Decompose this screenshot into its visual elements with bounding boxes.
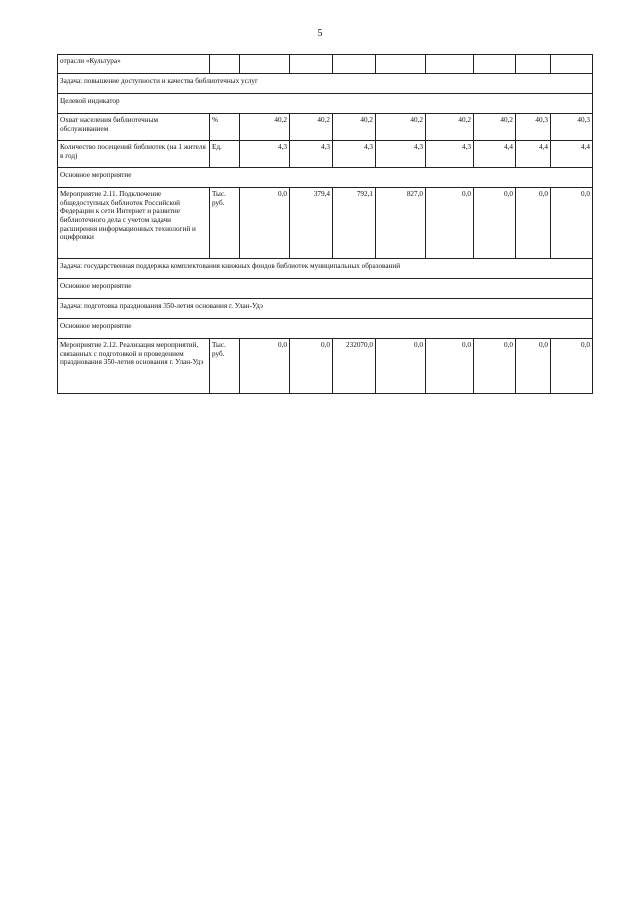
table-row [58, 94, 593, 114]
value-cell: 0,0 [516, 339, 551, 394]
value-cell: 40,2 [240, 114, 290, 141]
main-event-heading: Основное мероприятие [58, 279, 593, 299]
event-name: Мероприятие 2.11. Подключение общедоступных библиотек Российской Федерации к сети Интернет и развитие библиотечного дела с учетом задачи расширения информационных технологий и оцифровки [58, 188, 210, 259]
value-cell: 40,2 [290, 114, 333, 141]
value-cell: 40,2 [376, 114, 426, 141]
task-heading: Задача: подготовка празднования 350-летия основания г. Улан-Удэ [58, 299, 593, 319]
value-cell: 4,3 [376, 141, 426, 168]
value-cell: 4,3 [290, 141, 333, 168]
target-indicator-heading: Целевой индикатор [58, 94, 593, 114]
value-cell: 232070,0 [333, 339, 376, 394]
unit-cell: Ед. [210, 141, 240, 168]
value-cell: 40,2 [426, 114, 474, 141]
value-cell: 40,3 [551, 114, 593, 141]
value-cell: 792,1 [333, 188, 376, 259]
table-row [58, 188, 593, 259]
table-row [58, 259, 593, 279]
event-name: Мероприятие 2.12. Реализация мероприятий, связанных с подготовкой и проведением празднования 350-летия основания г. Улан-Удэ [58, 339, 210, 394]
value-cell: 0,0 [240, 188, 290, 259]
value-cell: 4,3 [240, 141, 290, 168]
table-row [58, 299, 593, 319]
value-cell: 0,0 [426, 339, 474, 394]
table-row [58, 55, 593, 74]
value-cell: 4,4 [474, 141, 516, 168]
indicator-name: Охват населения библиотечным обслуживанием [58, 114, 210, 141]
task-heading: Задача: государственная поддержка комплектования книжных фондов библиотек муниципальных образований [58, 259, 593, 279]
indicator-name: Количество посещений библиотек (на 1 жителя в год) [58, 141, 210, 168]
main-event-heading: Основное мероприятие [58, 319, 593, 339]
value-cell: 0,0 [516, 188, 551, 259]
table-row [58, 339, 593, 394]
value-cell: 4,3 [333, 141, 376, 168]
table-row [58, 319, 593, 339]
page-number: 5 [317, 28, 323, 39]
value-cell: 0,0 [240, 339, 290, 394]
table-row [58, 114, 593, 141]
row-label: отрасли «Культура» [58, 55, 210, 74]
table-row [58, 168, 593, 188]
value-cell: 4,4 [516, 141, 551, 168]
value-cell: 0,0 [474, 188, 516, 259]
value-cell: 379,4 [290, 188, 333, 259]
value-cell: 0,0 [551, 339, 593, 394]
unit-cell: Тыс. руб. [210, 188, 240, 259]
value-cell: 40,2 [333, 114, 376, 141]
table-row [58, 279, 593, 299]
program-table [57, 54, 593, 394]
unit-cell: Тыс. руб. [210, 339, 240, 394]
unit-cell: % [210, 114, 240, 141]
value-cell: 0,0 [426, 188, 474, 259]
value-cell: 0,0 [551, 188, 593, 259]
value-cell: 0,0 [474, 339, 516, 394]
value-cell: 4,3 [426, 141, 474, 168]
table-row [58, 141, 593, 168]
value-cell: 0,0 [376, 339, 426, 394]
task-heading: Задача: повышение доступности и качества библиотечных услуг [58, 74, 593, 94]
value-cell: 0,0 [290, 339, 333, 394]
value-cell: 827,0 [376, 188, 426, 259]
value-cell: 40,2 [474, 114, 516, 141]
table-row [58, 74, 593, 94]
value-cell: 40,3 [516, 114, 551, 141]
main-event-heading: Основное мероприятие [58, 168, 593, 188]
value-cell: 4,4 [551, 141, 593, 168]
